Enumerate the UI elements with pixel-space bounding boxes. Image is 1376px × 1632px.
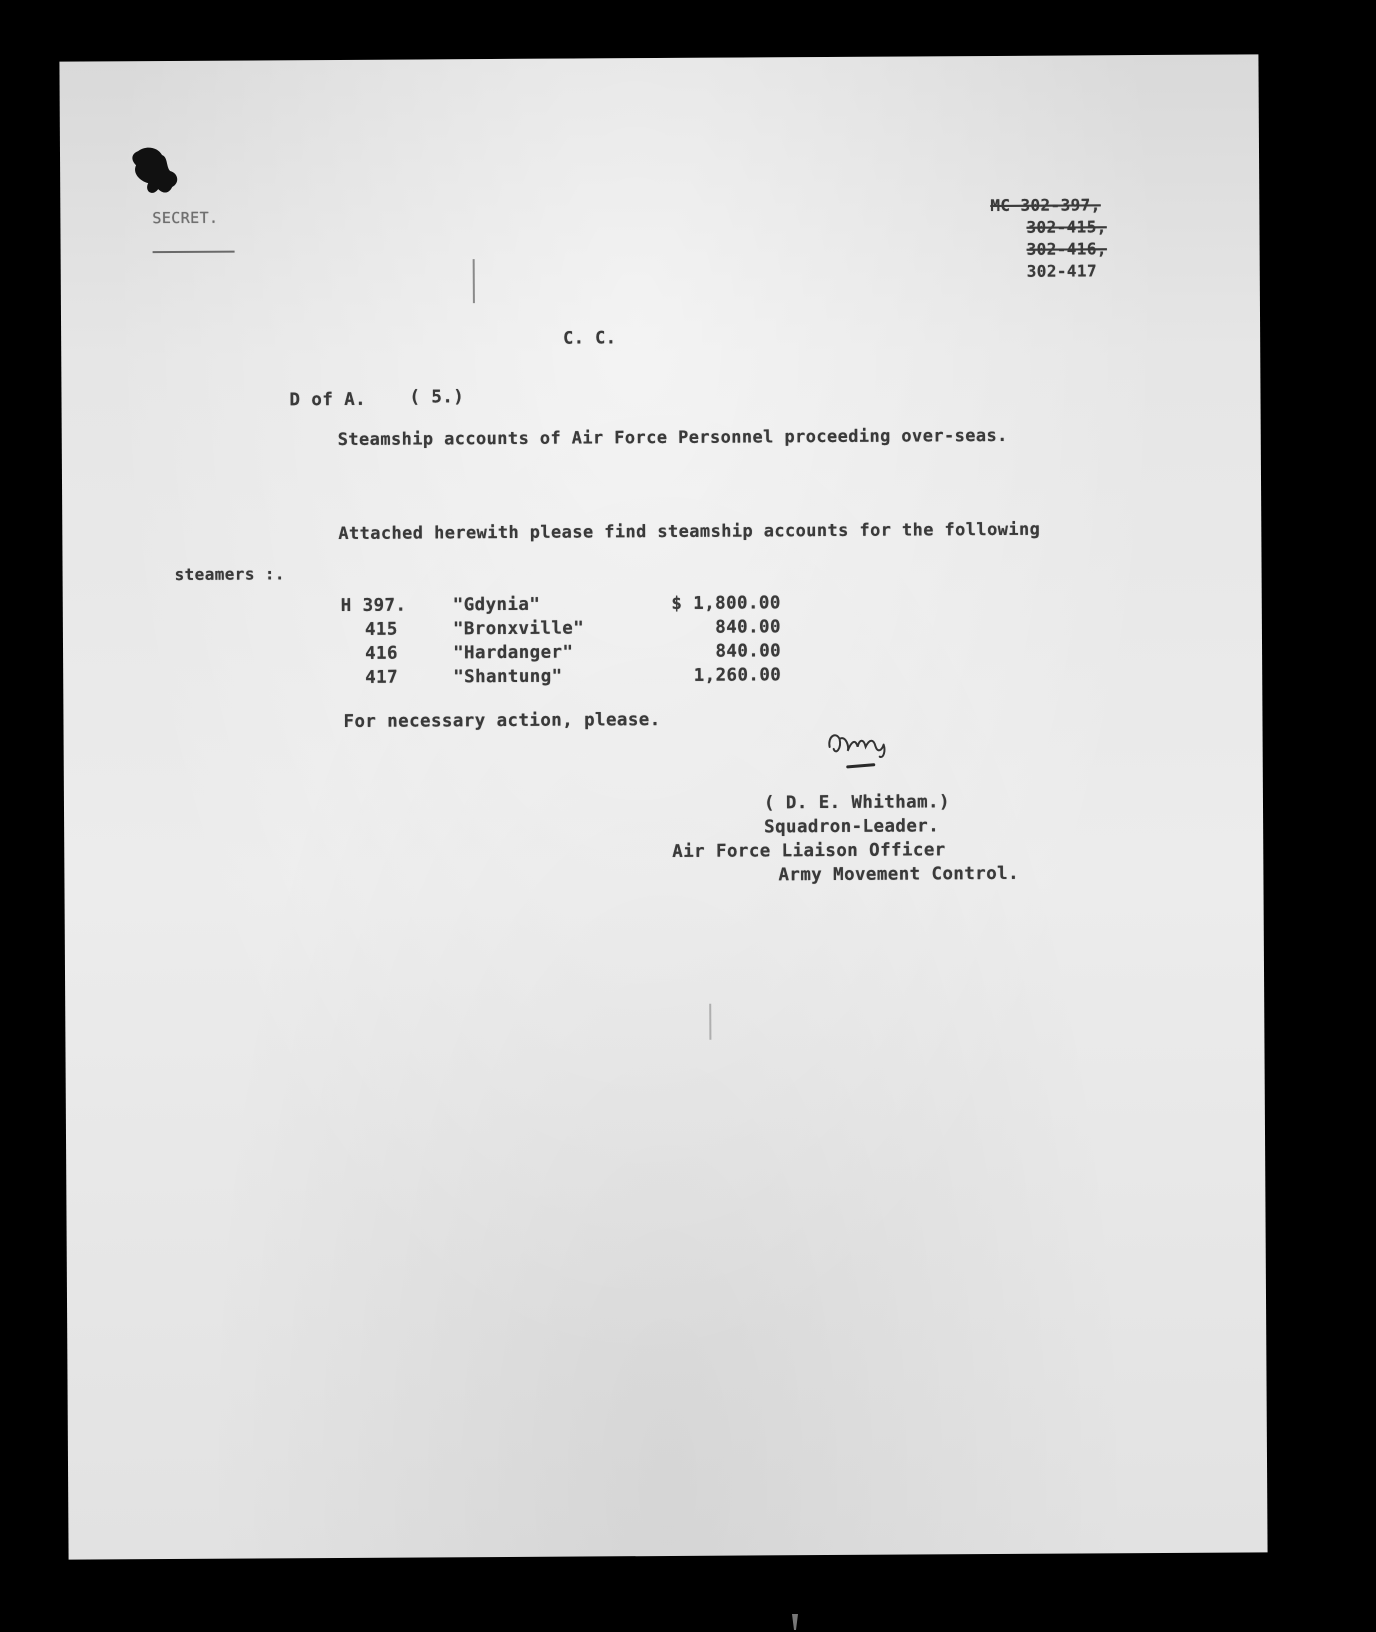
closing-line: For necessary action, please. [343,710,661,732]
film-notch-mark [788,1612,802,1632]
account-ref: 415 [364,619,398,640]
file-ref-3: 302-416, [1026,239,1107,259]
table-row [341,665,781,692]
paper-crease-lower [709,1004,711,1040]
table-row [341,617,781,644]
from-line: D of A. [289,389,367,411]
signatory-name: ( D. E. Whitham.) [763,792,950,814]
classification-label: SECRET. [152,208,219,228]
body-line-1: Attached herewith please find steamship accounts for the following [338,519,1041,544]
signatory-unit: Army Movement Control. [778,863,1020,886]
account-amount: 1,260.00 [693,665,782,686]
table-row [341,593,781,620]
account-ref: H 397. [340,595,407,616]
body-line-2: steamers :. [174,564,286,584]
table-row [341,641,781,668]
accounts-table [341,593,782,696]
classification-underline [153,251,235,254]
ship-name: "Gdynia" [452,594,541,616]
from-reference: ( 5.) [409,387,465,408]
account-amount: 840.00 [715,641,782,662]
ship-name: "Bronxville" [452,618,585,640]
subject-line: Steamship accounts of Air Force Personnel proceeding over-seas. [337,425,1008,450]
signatory-title: Air Force Liaison Officer [672,840,946,862]
ship-name: "Shantung" [453,666,563,688]
handwritten-initials [826,724,916,777]
ship-name: "Hardanger" [452,642,574,664]
account-ref: 416 [364,643,398,664]
document-page [59,54,1267,1559]
account-amount: 840.00 [715,617,781,638]
file-ref-4: 302-417 [1026,261,1098,281]
file-ref-1: MC 302-397, [990,195,1101,215]
ink-blot-mark [128,143,188,203]
file-ref-2: 302-415, [1026,217,1107,237]
recipient-heading: C. C. [563,328,617,349]
account-amount: $ 1,800.00 [671,593,781,614]
paper-crease [473,259,475,303]
account-ref: 417 [365,667,399,688]
signatory-rank: Squadron-Leader. [764,816,940,838]
